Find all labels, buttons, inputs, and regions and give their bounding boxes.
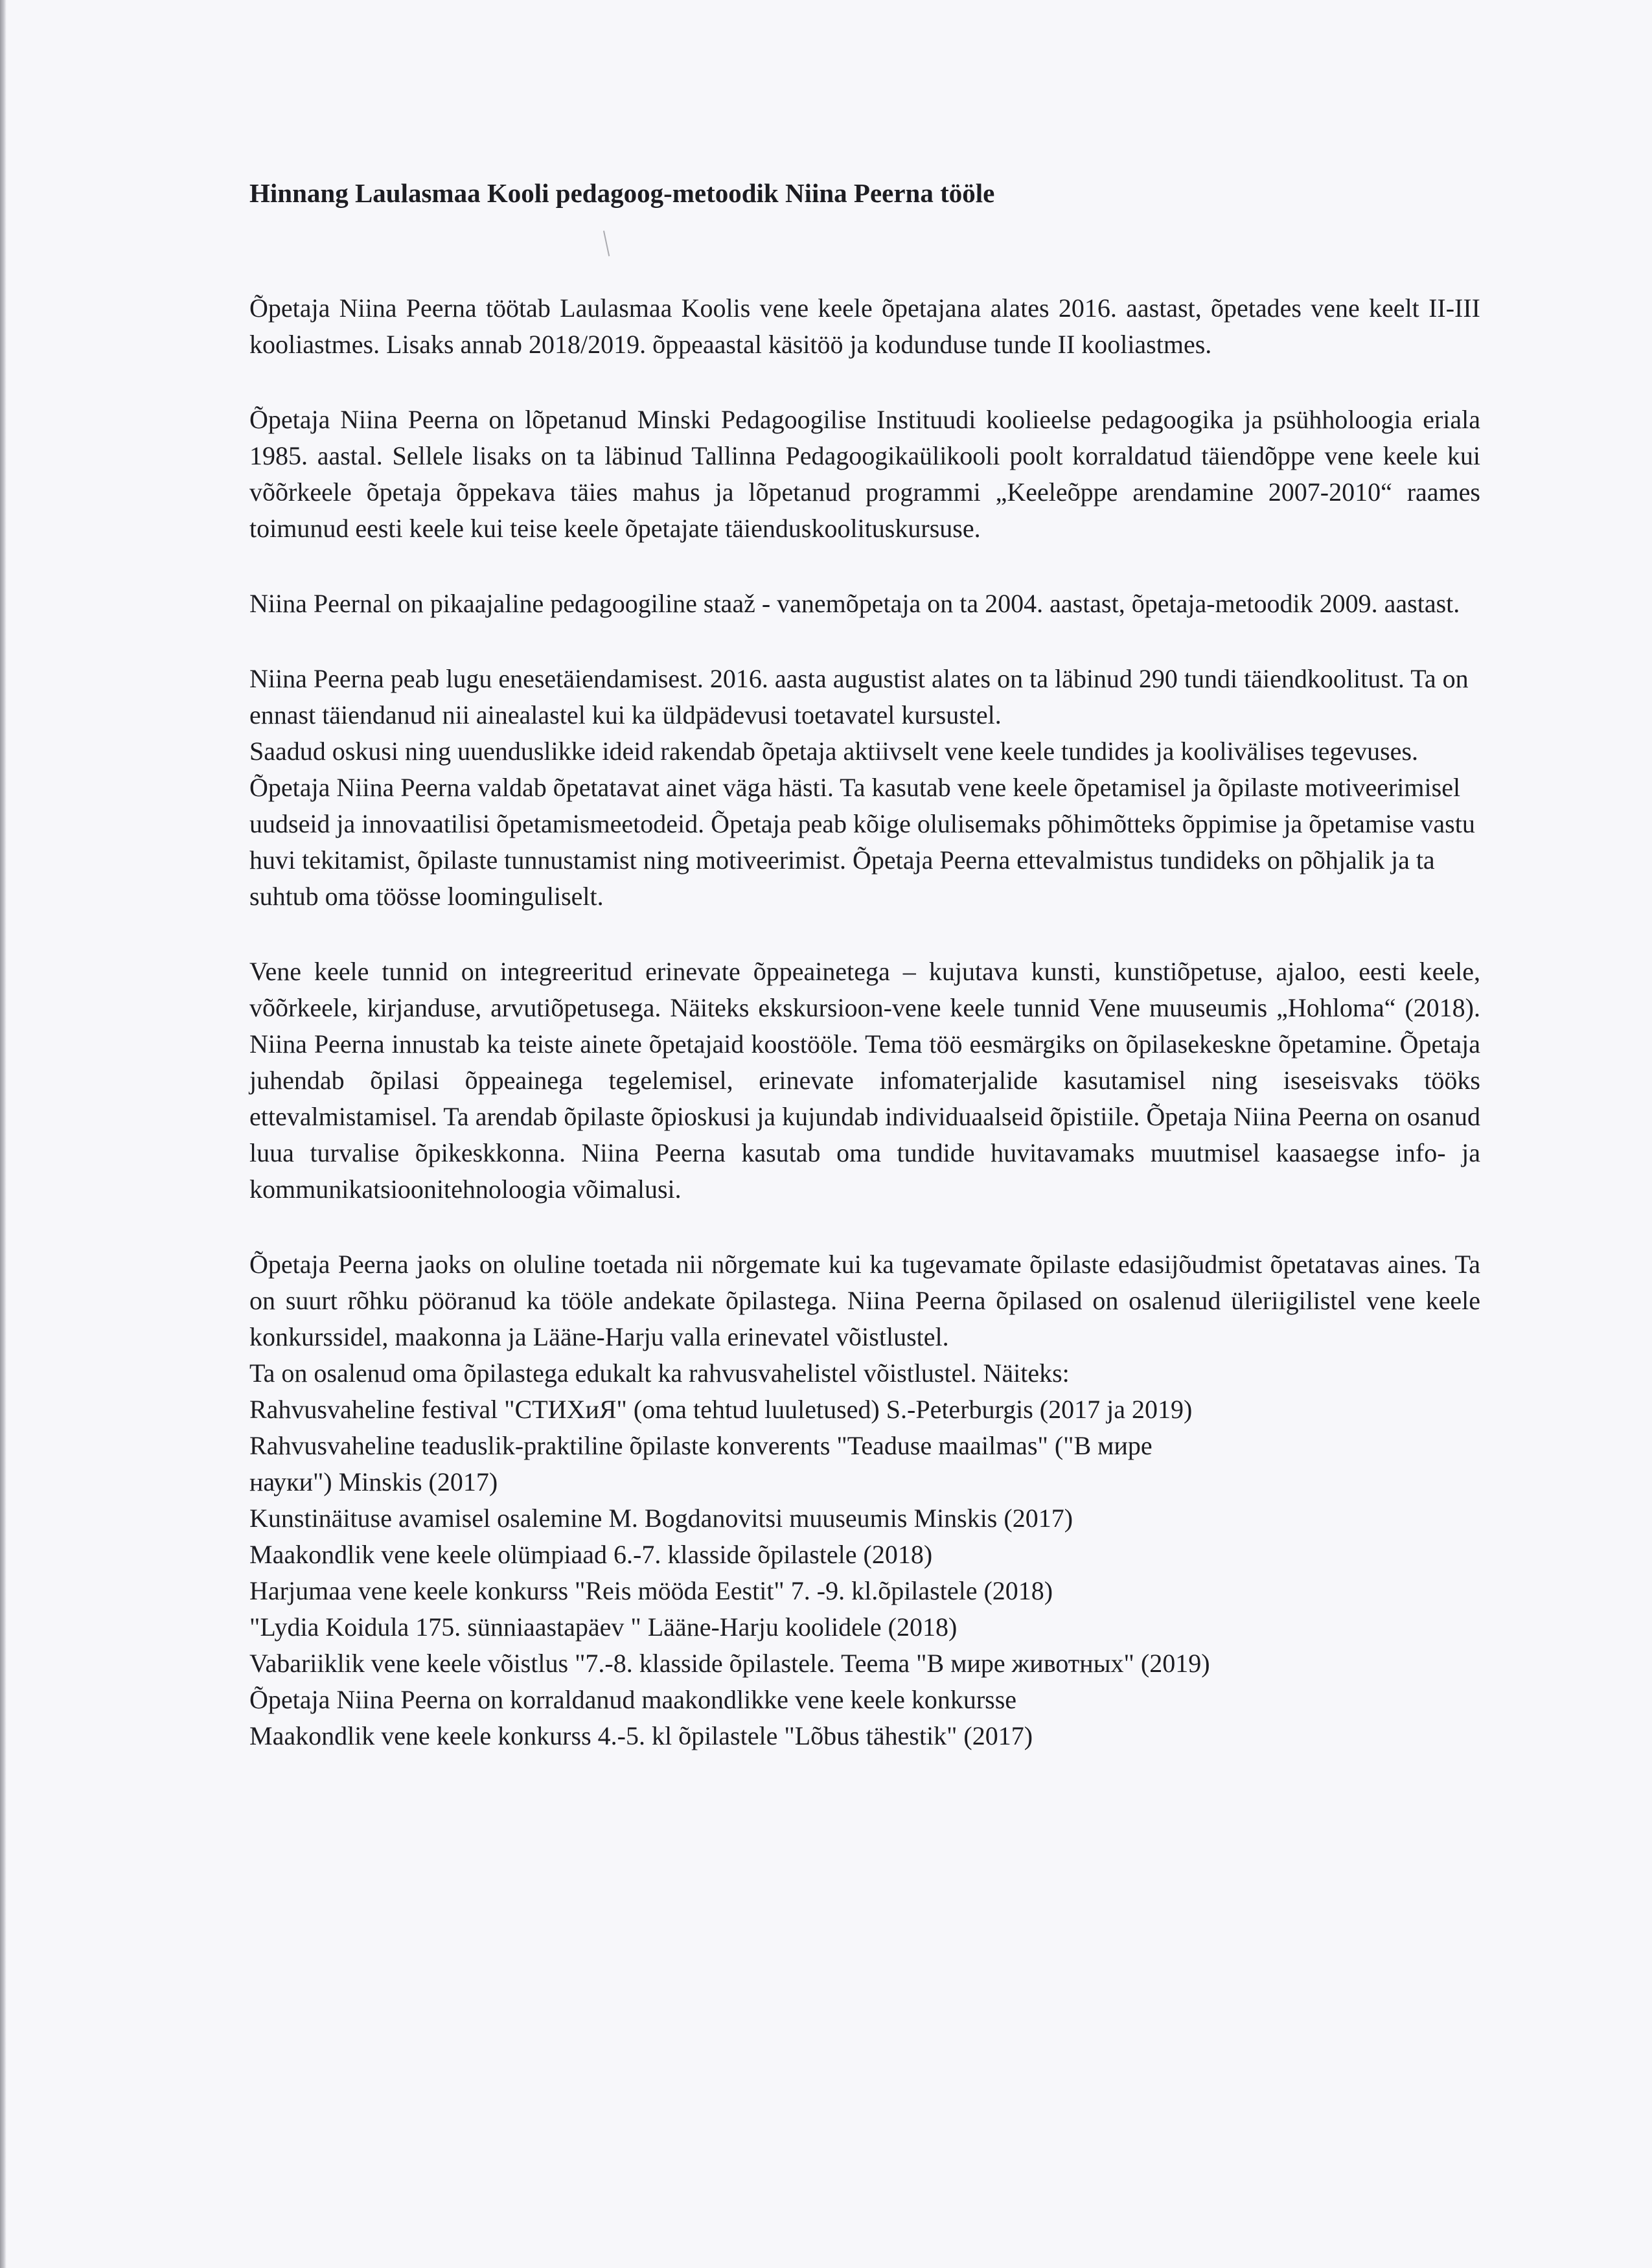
list-item: Maakondlik vene keele konkurss 4.-5. kl õpilastele "Lõbus tähestik" (2017) <box>249 1721 1033 1750</box>
list-item: Kunstinäituse avamisel osalemine M. Bogdanovitsi muuseumis Minskis (2017) <box>249 1504 1073 1533</box>
spacer <box>249 915 1480 954</box>
paragraph-experience: Niina Peernal on pikaajaline pedagoogiline staaž - vanemõpetaja on ta 2004. aastast, õpetaja-metoodik 2009. aastast. <box>249 589 1460 618</box>
spacer <box>249 547 1480 586</box>
document-page <box>249 175 1480 1754</box>
spacer <box>249 363 1480 402</box>
paragraph-training: Niina Peerna peab lugu enesetäiendamisest. 2016. aasta augustist alates on ta läbinud 290 tundi täiendkoolitust. Ta on ennast täiendanud nii ainealastel kui ka üldpädevusi toetavatel kursustel. <box>249 664 1469 729</box>
list-item: Maakondlik vene keele olümpiaad 6.-7. klasside õpilastele (2018) <box>249 1540 933 1569</box>
list-item: Rahvusvaheline teaduslik-praktiline õpilaste konverents "Teaduse maailmas" ("В мире <box>249 1431 1153 1460</box>
scan-left-edge <box>0 0 6 2268</box>
list-item: Vabariiklik vene keele võistlus "7.-8. klasside õpilastele. Teema "В мире животных" (2019) <box>249 1649 1210 1678</box>
list-item: Harjumaa vene keele konkurss "Reis mööda Eestit" 7. -9. kl.õpilastele (2018) <box>249 1576 1053 1605</box>
spacer <box>249 622 1480 661</box>
paragraph-integration: Vene keele tunnid on integreeritud erinevate õppeainetega – kujutava kunsti, kunstiõpetuse, ajaloo, eesti keele, võõrkeele, kirjanduse, arvutiõpetusega. Näiteks ekskursioon-vene keele tunnid Vene muuseumis „Hohloma“ (2018). Niina Peerna innustab ka teiste ainete õpetajaid koostööle. Tema töö eesmärgiks on õpilasekeskne õpetamine. Õpetaja juhendab õpilasi õppeainega tegelemisel, erinevate infomaterjalide kasutamisel ning iseseisvaks tööks ettevalmistamisel. Ta arendab õpilaste õpioskusi ja kujundab individuaalseid õpistiile. Õpetaja Niina Peerna on osanud luua turvalise õpikeskkonna. Niina Peerna kasutab oma tundide huvitavamaks muutmisel kaasaegse info- ja kommunikatsioonitehnoloogia võimalusi. <box>249 957 1480 1204</box>
spacer <box>249 211 1480 290</box>
paragraph-students: Õpetaja Peerna jaoks on oluline toetada nii nõrgemate kui ka tugevamate õpilaste edasijõudmist õpetatavas aines. Ta on suurt rõhku pööranud ka tööle andekate õpilastega. Niina Peerna õpilased on osalenud üleriigilistel vene keele konkurssidel, maakonna ja Lääne-Harju valla erinevatel võistlustel. <box>249 1250 1480 1351</box>
paragraph-methods: Saadud oskusi ning uuenduslikke ideid rakendab õpetaja aktiivselt vene keele tundides ja koolivälises tegevuses. Õpetaja Niina Peerna valdab õpetatavat ainet väga hästi. Ta kasutab vene keele õpetamisel ja õpilaste motiveerimisel uudseid ja innovaatilisi õpetamismeetodeid. Õpetaja peab kõige olulisemaks põhimõtteks õppimise ja õpetamise vastu huvi tekitamist, õpilaste tunnustamist ning motiveerimist. Õpetaja Peerna ettevalmistus tundideks on põhjalik ja ta suhtub oma töösse loominguliselt. <box>249 737 1475 911</box>
spacer <box>249 1208 1480 1246</box>
document-title: Hinnang Laulasmaa Kooli pedagoog-metoodik Niina Peerna tööle <box>249 178 995 208</box>
list-item: Rahvusvaheline festival "СТИХиЯ" (oma tehtud luuletused) S.-Peterburgis (2017 ja 2019) <box>249 1395 1193 1424</box>
list-item: Õpetaja Niina Peerna on korraldanud maakondlikke vene keele konkursse <box>249 1685 1017 1714</box>
list-item: Ta on osalenud oma õpilastega edukalt ka rahvusvahelistel võistlustel. Näiteks: <box>249 1358 1070 1388</box>
list-item: науки") Minskis (2017) <box>249 1467 498 1496</box>
paragraph-employment: Õpetaja Niina Peerna töötab Laulasmaa Koolis vene keele õpetajana alates 2016. aastast, õpetades vene keelt II-III kooliastmes. Lisaks annab 2018/2019. õppeaastal käsitöö ja kodunduse tunde II kooliastmes. <box>249 293 1480 359</box>
list-item: "Lydia Koidula 175. sünniaastapäev " Lääne-Harju koolidele (2018) <box>249 1612 958 1642</box>
competition-list <box>249 1355 1480 1754</box>
paragraph-education: Õpetaja Niina Peerna on lõpetanud Minski Pedagoogilise Instituudi koolieelse pedagoogika ja psühholoogia eriala 1985. aastal. Sellele lisaks on ta läbinud Tallinna Pedagoogikaülikooli poolt korraldatud täiendõppe vene keele kui võõrkeele õpetaja õppekava täies mahus ja lõpetanud programmi „Keeleõppe arendamine 2007-2010“ raames toimunud eesti keele kui teise keele õpetajate täienduskoolituskursuse. <box>249 405 1480 543</box>
